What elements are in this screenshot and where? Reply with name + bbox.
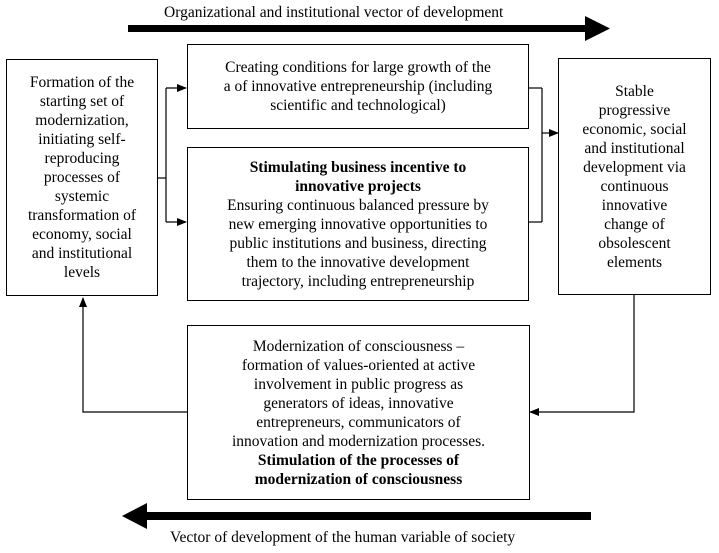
center-middle-body-line: trajectory, including entrepreneurship — [241, 272, 475, 290]
center-top-line: scientific and technological) — [270, 97, 446, 114]
left-to-center-connector — [158, 88, 186, 222]
right-box-line: continuous — [600, 177, 669, 195]
right-box — [558, 58, 711, 295]
center-top-line: a of innovative entrepreneurship (including — [223, 78, 493, 95]
bottom-vector-arrow — [122, 503, 591, 529]
bottom-box-title-line: Stimulation of the processes of — [257, 451, 460, 469]
left-box-line: starting set of — [39, 93, 125, 110]
right-box-line: change of — [604, 215, 665, 233]
right-box-line: and institutional — [584, 139, 685, 157]
right-box-line: elements — [606, 253, 663, 271]
left-box-line: and institutional — [31, 245, 133, 262]
left-box-line: modernization, — [35, 112, 129, 129]
bottom-box-body-line: generators of ideas, innovative — [263, 394, 454, 412]
bottom-box-body-line: Modernization of consciousness – — [252, 337, 465, 355]
center-middle-body-line: public institutions and business, directing — [229, 234, 487, 252]
bottom-box — [187, 325, 530, 500]
bottom-vector-label: Vector of development of the human variable of society — [170, 529, 516, 546]
center-middle-body-line: Ensuring continuous balanced pressure by — [227, 196, 489, 214]
center-middle-body-line: new emerging innovative opportunities to — [228, 215, 488, 233]
center-middle-box — [187, 147, 529, 301]
right-box-line: obsolescent — [598, 234, 671, 252]
right-box-line: innovative — [601, 196, 668, 214]
bottom-box-body-line: innovation and modernization processes. — [231, 432, 486, 450]
left-box-line: initiating self- — [38, 131, 126, 148]
center-top-box — [187, 44, 529, 129]
left-box-line: levels — [63, 264, 101, 281]
right-box-line: economic, social — [582, 120, 687, 138]
center-middle-title-line: Stimulating business incentive to — [249, 158, 467, 176]
bottom-box-title-line: modernization of consciousness — [254, 470, 463, 488]
right-box-line: Stable — [615, 82, 654, 100]
right-box-line: progressive — [598, 101, 671, 119]
left-box-line: processes of — [43, 169, 121, 186]
left-box-line: systemic — [54, 188, 110, 205]
bottom-box-body-line: involvement in public progress as — [253, 375, 464, 393]
center-middle-title-line: innovative projects — [295, 177, 421, 195]
center-top-line: Creating conditions for large growth of the — [225, 59, 491, 76]
bottom-box-body-line: formation of values-oriented at active — [241, 356, 476, 374]
left-box-line: transformation of — [27, 207, 137, 224]
left-box-line: Formation of the — [29, 74, 135, 91]
center-to-right-connector — [529, 88, 558, 222]
right-box-line: development via — [583, 158, 686, 176]
center-middle-body-line: them to the innovative development — [246, 253, 470, 271]
top-vector-label: Organizational and institutional vector of development — [164, 4, 504, 21]
bottom-to-left-connector — [83, 298, 187, 412]
right-to-bottom-connector — [530, 295, 634, 412]
left-box — [6, 59, 158, 296]
bottom-box-body-line: entrepreneurs, communicators of — [256, 413, 461, 431]
left-box-line: economy, social — [32, 226, 132, 243]
left-box-line: reproducing — [44, 150, 120, 167]
